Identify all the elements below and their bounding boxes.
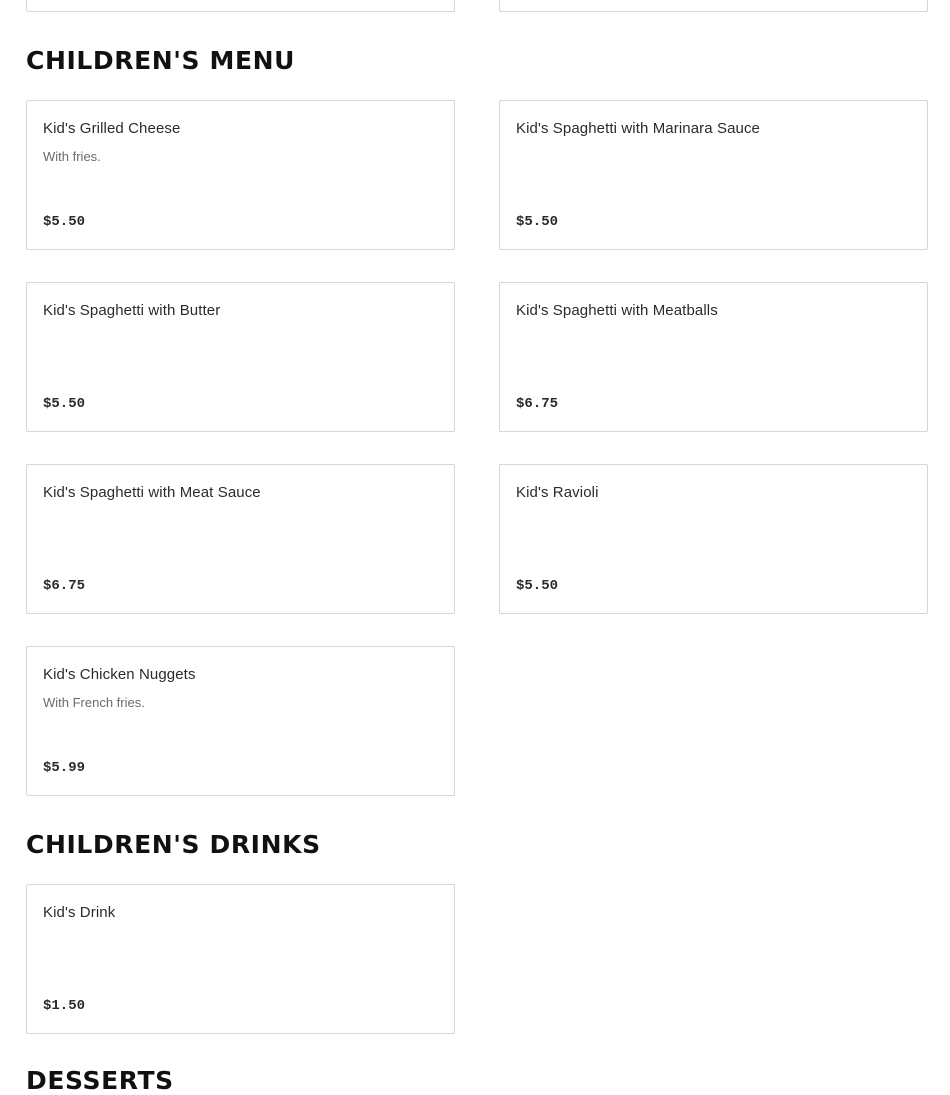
menu-item-card[interactable] (499, 282, 928, 432)
menu-item-description: With fries. (43, 149, 101, 164)
menu-item-card-partial[interactable] (499, 0, 928, 12)
menu-item-name: Kid's Spaghetti with Marinara Sauce (516, 120, 760, 137)
menu-item-price: $6.75 (516, 396, 559, 412)
menu-item-name: Kid's Drink (43, 904, 116, 921)
menu-item-name: Kid's Chicken Nuggets (43, 666, 196, 683)
menu-item-card-partial[interactable] (26, 0, 455, 12)
menu-item-price: $5.99 (43, 760, 86, 776)
menu-item-card[interactable] (26, 646, 455, 796)
menu-item-price: $6.75 (43, 578, 86, 594)
menu-item-name: Kid's Spaghetti with Meat Sauce (43, 484, 261, 501)
menu-item-name: Kid's Grilled Cheese (43, 120, 181, 137)
menu-item-description: With French fries. (43, 695, 145, 710)
menu-item-price: $5.50 (516, 578, 559, 594)
menu-item-card[interactable] (499, 464, 928, 614)
menu-item-name: Kid's Ravioli (516, 484, 599, 501)
menu-item-card[interactable] (26, 464, 455, 614)
menu-item-card[interactable] (26, 282, 455, 432)
menu-item-price: $5.50 (516, 214, 559, 230)
menu-item-price: $5.50 (43, 214, 86, 230)
section-heading-childrens-drinks: CHILDREN'S DRINKS (26, 830, 321, 859)
menu-item-card[interactable] (499, 100, 928, 250)
section-heading-childrens-menu: CHILDREN'S MENU (26, 46, 296, 75)
menu-item-card[interactable] (26, 884, 455, 1034)
menu-item-price: $5.50 (43, 396, 86, 412)
section-heading-desserts: DESSERTS (26, 1066, 174, 1095)
menu-item-name: Kid's Spaghetti with Meatballs (516, 302, 718, 319)
menu-item-price: $1.50 (43, 998, 86, 1014)
menu-item-card[interactable] (26, 100, 455, 250)
menu-item-name: Kid's Spaghetti with Butter (43, 302, 221, 319)
